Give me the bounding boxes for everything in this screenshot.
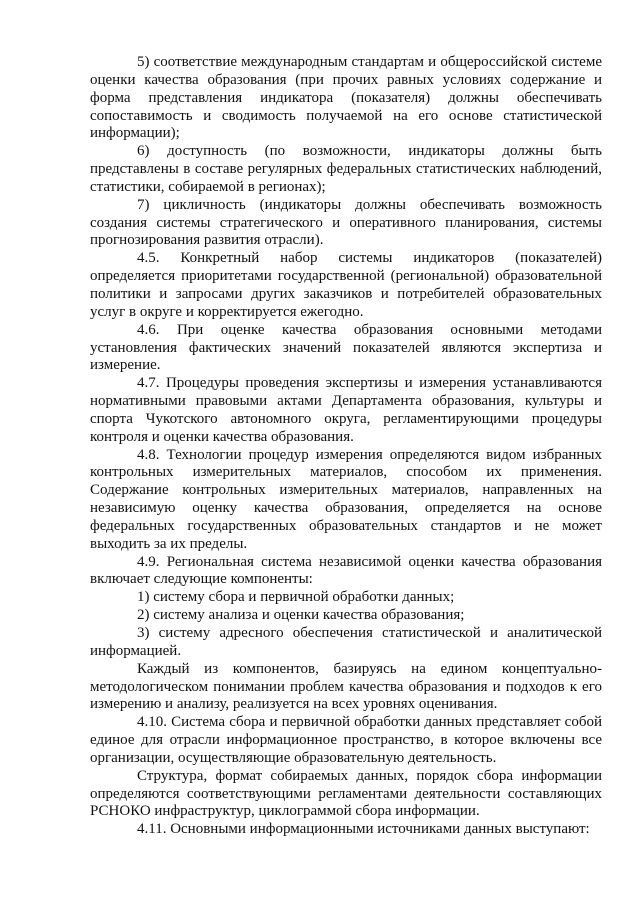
document-page [90, 54, 602, 839]
paragraph-4-7: 4.7. Процедуры проведения экспертизы и измерения устанавливаются нормативными правовыми актами Департамента образования, культуры и спорта Чукотского автономного округа, регламентирующими процедуры контроля и оценки качества образования. [90, 375, 602, 445]
paragraph-item-7: 7) цикличность (индикаторы должны обеспечивать возможность создания системы стратегического и оперативного планирования, системы прогнозирования развития отрасли). [90, 196, 602, 249]
paragraph-components: Каждый из компонентов, базируясь на едином концептуально-методологическом понимании проблем качества образования и подходов к его измерению и анализу, реализуется на всех уровнях оценивания. [90, 660, 602, 713]
paragraph-4-9: 4.9. Региональная система независимой оценки качества образования включает следующие компоненты: [90, 553, 602, 588]
paragraph-4-10: 4.10. Система сбора и первичной обработки данных представляет собой единое для отрасли информационное пространство, в которое включены все организации, осуществляющие образовательную деятельность. [90, 714, 602, 766]
paragraph-structure: Структура, формат собираемых данных, порядок сбора информации определяются соответствующими регламентами деятельности составляющих РСНОКО инфраструктур, циклограммой сбора информации. [90, 767, 602, 820]
paragraph-4-5: 4.5. Конкретный набор системы индикаторов (показателей) определяется приоритетами государственной (региональной) образовательной политики и запросами других заказчиков и потребителей образовательных услуг в округе и корректируется ежегодно. [90, 250, 602, 320]
paragraph-4-6: 4.6. При оценке качества образования основными методами установления фактических значений показателей являются экспертиза и измерение. [90, 321, 602, 374]
list-item-3: 3) систему адресного обеспечения статистической и аналитической информацией. [90, 625, 602, 659]
paragraph-4-8: 4.8. Технологии процедур измерения определяются видом избранных контрольных измерительных материалов, способом их применения. Содержание контрольных измерительных материалов, направленных на независимую оценку качества образования, определяется на основе федеральных государственных образовательных стандартов и не может выходить за их пределы. [90, 446, 602, 552]
list-item-2: 2) систему анализа и оценки качества образования; [137, 607, 465, 624]
paragraph-item-6: 6) доступность (по возможности, индикаторы должны быть представлены в составе регулярных федеральных статистических наблюдений, статистики, собираемой в регионах); [90, 143, 602, 195]
paragraph-item-5: 5) соответствие международным стандартам и общероссийской системе оценки качества образования (при прочих равных условиях содержание и форма представления индикатора (показателя) должны обеспечивать сопоставимость и сводимость получаемой на его основе статистической информации); [90, 54, 602, 142]
list-item-1: 1) систему сбора и первичной обработки данных; [137, 589, 455, 606]
paragraph-4-11: 4.11. Основными информационными источниками данных выступают: [137, 821, 590, 838]
